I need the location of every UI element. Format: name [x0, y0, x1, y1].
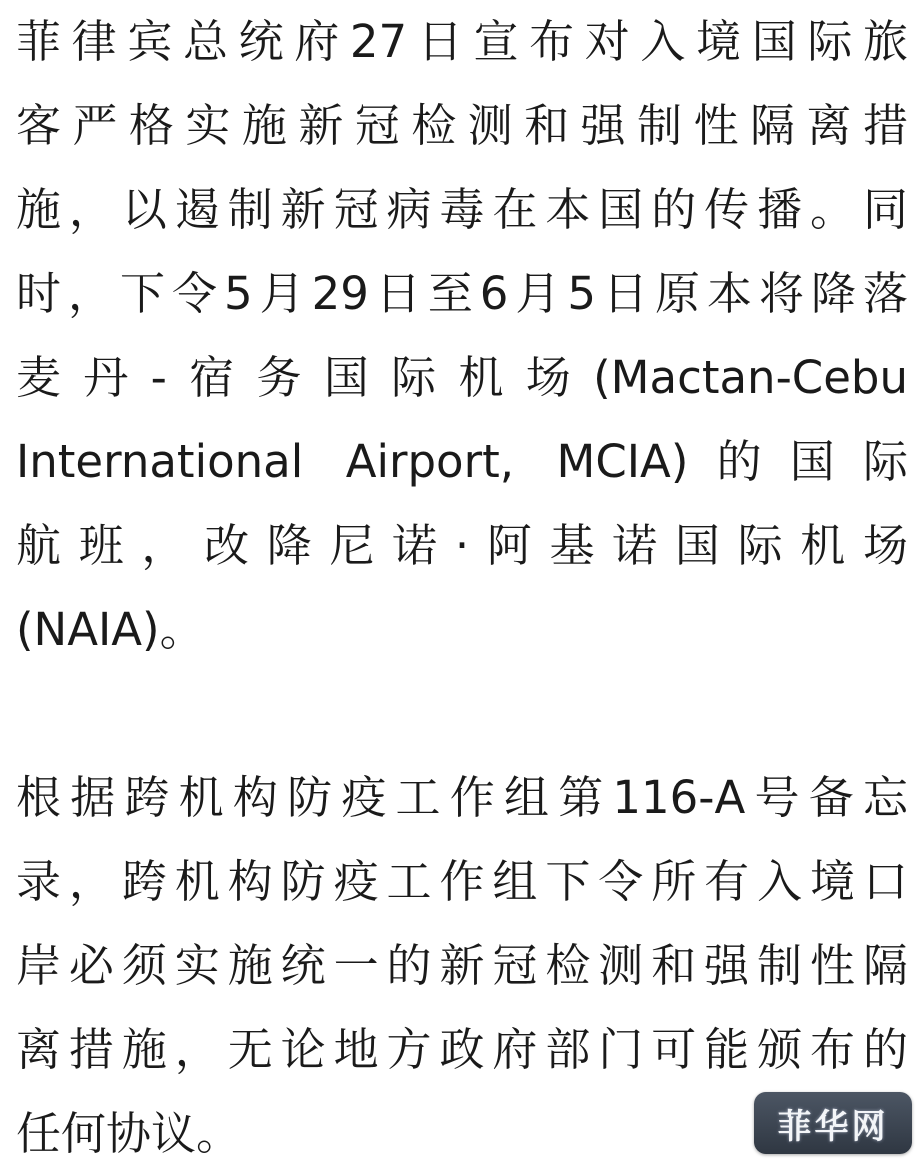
text-line: 根据跨机构防疫工作组第116-A号备忘	[16, 771, 908, 824]
text-line: 离措施，无论地方政府部门可能颁布的	[16, 1023, 908, 1076]
text-line: 客严格实施新冠检测和强制性隔离措	[16, 99, 908, 152]
text-line: (NAIA)。	[16, 603, 205, 656]
text-line: 岸必须实施统一的新冠检测和强制性隔	[16, 939, 908, 992]
article-body	[16, 0, 908, 1176]
text-line: International Airport, MCIA)的国际	[16, 435, 908, 488]
watermark-text: 菲华网	[777, 1106, 889, 1147]
paragraph-spacer	[16, 672, 908, 756]
text-line: 菲律宾总统府27日宣布对入境国际旅	[16, 15, 908, 68]
text-line: 录，跨机构防疫工作组下令所有入境口	[16, 855, 908, 908]
paragraph-1	[16, 0, 908, 672]
site-watermark-logo	[754, 1092, 912, 1154]
text-line: 施，以遏制新冠病毒在本国的传播。同	[16, 183, 908, 236]
text-line: 麦丹-宿务国际机场(Mactan-Cebu	[16, 351, 908, 404]
text-line: 时，下令5月29日至6月5日原本将降落	[16, 267, 908, 320]
text-line: 任何协议。	[16, 1107, 242, 1160]
text-line: 航班，改降尼诺·阿基诺国际机场	[16, 519, 908, 572]
